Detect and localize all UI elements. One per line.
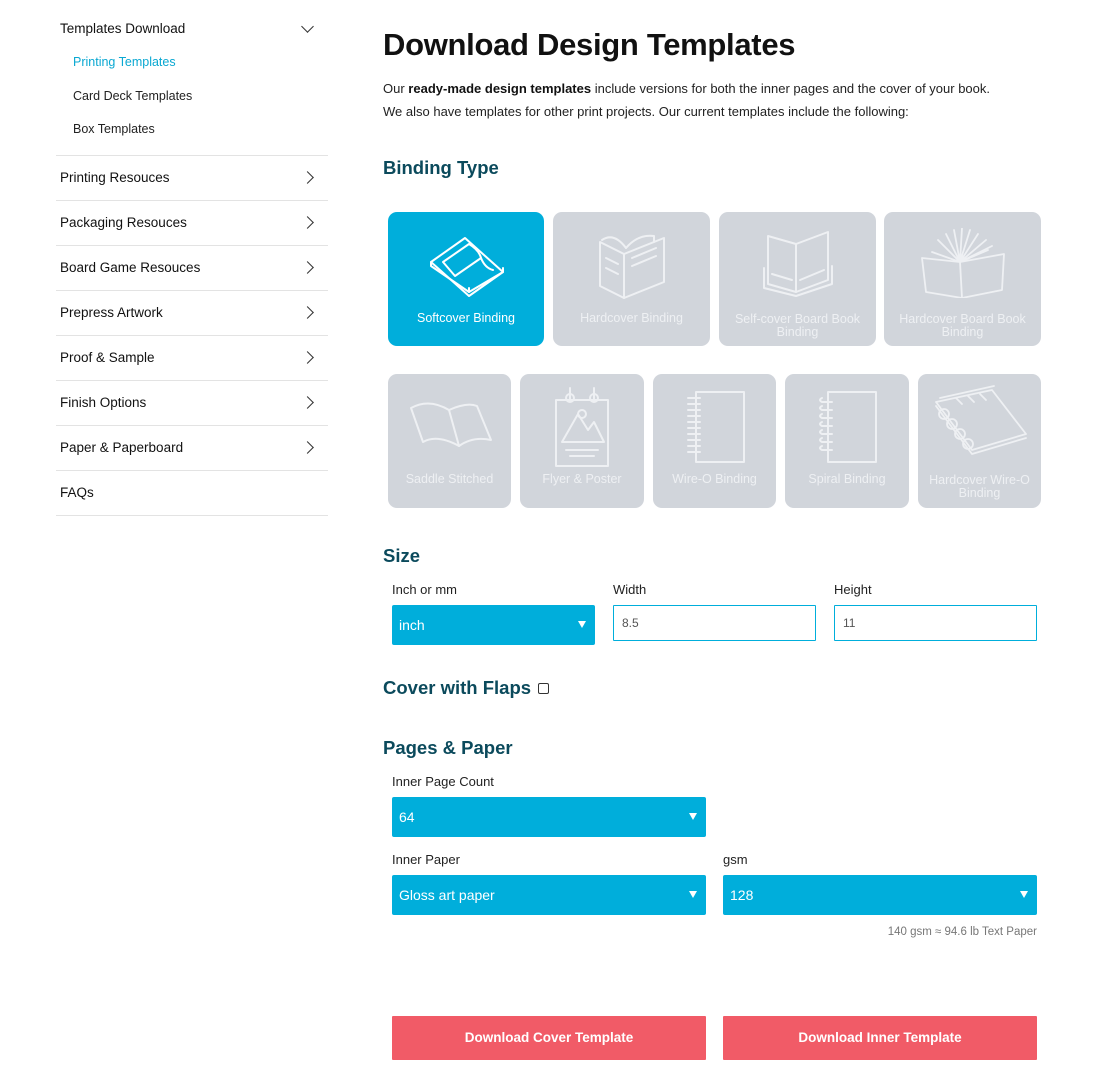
binding-option-saddle-stitched[interactable] (388, 374, 511, 508)
sidebar-submenu (56, 46, 328, 155)
softcover-book-icon (421, 228, 511, 298)
binding-option-label: Hardcover Board Book Binding (899, 312, 1026, 339)
saddle-stitched-icon (407, 396, 493, 456)
sidebar-item-label: Prepress Artwork (60, 305, 163, 320)
intro-text-part: Our (383, 81, 409, 96)
unit-label: Inch or mm (392, 582, 458, 597)
chevron-right-icon (301, 306, 314, 319)
chevron-right-icon (301, 171, 314, 184)
sidebar-item-paper-paperboard[interactable] (56, 426, 328, 470)
sidebar-section (56, 336, 328, 381)
size-heading: Size (383, 545, 421, 566)
sidebar-item-label: Paper & Paperboard (60, 440, 184, 455)
binding-option-label: Hardcover Wire-O Binding (929, 473, 1030, 500)
binding-option-label: Wire-O Binding (672, 472, 757, 486)
chevron-right-icon (301, 396, 314, 409)
binding-option-label: Saddle Stitched (405, 472, 494, 486)
binding-option-hardcover-board-book[interactable] (884, 212, 1041, 346)
binding-option-label: Spiral Binding (808, 472, 886, 486)
hardcover-wire-o-icon (932, 384, 1028, 458)
caret-down-icon (689, 813, 697, 820)
gsm-value: 128 (730, 887, 754, 903)
gsm-label: gsm (723, 852, 748, 867)
inner-page-count-value: 64 (399, 809, 415, 825)
chevron-right-icon (301, 261, 314, 274)
caret-down-icon (578, 621, 586, 628)
sidebar-item-proof-sample[interactable] (56, 336, 328, 380)
spiral-notebook-icon (814, 388, 880, 466)
sidebar-subitem-printing-templates[interactable]: Printing Templates (73, 55, 176, 69)
sidebar-item-label: Templates Download (60, 20, 186, 36)
binding-option-wire-o[interactable] (653, 374, 776, 508)
sidebar-item-label: Proof & Sample (60, 350, 155, 365)
sidebar-section (56, 426, 328, 471)
binding-option-softcover[interactable] (388, 212, 544, 346)
sidebar-item-templates-download[interactable] (56, 10, 328, 46)
sidebar-item-board-game-resources[interactable] (56, 246, 328, 290)
caret-down-icon (689, 891, 697, 898)
chevron-right-icon (301, 441, 314, 454)
binding-option-hardcover-wire-o[interactable] (918, 374, 1041, 508)
sidebar-section (56, 381, 328, 426)
binding-option-spiral[interactable] (785, 374, 909, 508)
sidebar-section (56, 156, 328, 201)
caret-down-icon (1020, 891, 1028, 898)
pages-paper-heading: Pages & Paper (383, 737, 513, 758)
cover-with-flaps-checkbox[interactable] (538, 683, 549, 694)
download-inner-template-button[interactable]: Download Inner Template (723, 1016, 1037, 1060)
binding-type-heading: Binding Type (383, 157, 499, 178)
binding-option-label: Self-cover Board Book Binding (734, 312, 861, 339)
width-input[interactable] (613, 605, 816, 641)
unit-select[interactable] (392, 605, 595, 645)
sidebar-section (56, 471, 328, 516)
hardcover-book-icon (592, 228, 672, 300)
sidebar-section (56, 246, 328, 291)
sidebar-item-finish-options[interactable] (56, 381, 328, 425)
intro-text-line2: We also have templates for other print projects. Our current templates include the following: (383, 104, 909, 119)
sidebar-item-prepress-artwork[interactable] (56, 291, 328, 335)
page-title: Download Design Templates (383, 27, 796, 62)
sidebar-item-label: Board Game Resouces (60, 260, 201, 275)
open-book-icon (758, 228, 838, 298)
sidebar-item-label: FAQs (60, 485, 94, 500)
gsm-select[interactable] (723, 875, 1037, 915)
binding-option-label: Softcover Binding (417, 311, 515, 325)
intro-text-part: include versions for both the inner pages and the cover of your book. (591, 81, 991, 96)
sidebar-item-faqs[interactable] (56, 471, 328, 515)
sidebar-item-label: Finish Options (60, 395, 147, 410)
chevron-down-icon (301, 20, 314, 33)
width-label: Width (613, 582, 647, 597)
binding-option-self-cover-board-book[interactable] (719, 212, 876, 346)
sidebar (56, 10, 328, 516)
inner-paper-select[interactable] (392, 875, 706, 915)
unit-select-value: inch (399, 617, 425, 633)
fanned-book-icon (918, 228, 1008, 298)
height-input[interactable] (834, 605, 1037, 641)
inner-paper-label: Inner Paper (392, 852, 460, 867)
cover-with-flaps-heading: Cover with Flaps (383, 677, 532, 698)
sidebar-section (56, 291, 328, 336)
inner-page-count-select[interactable] (392, 797, 706, 837)
binding-option-label: Flyer & Poster (542, 472, 622, 486)
height-label: Height (834, 582, 872, 597)
paper-conversion-note: 140 gsm ≈ 94.6 lb Text Paper (887, 926, 1037, 938)
chevron-right-icon (301, 351, 314, 364)
sidebar-section-templates (56, 10, 328, 156)
sidebar-section (56, 201, 328, 246)
binding-option-hardcover[interactable] (553, 212, 710, 346)
intro-text (383, 77, 1043, 123)
sidebar-item-label: Packaging Resouces (60, 215, 187, 230)
sidebar-item-packaging-resources[interactable] (56, 201, 328, 245)
chevron-right-icon (301, 216, 314, 229)
sidebar-subitem-card-deck-templates[interactable]: Card Deck Templates (73, 88, 193, 103)
inner-paper-value: Gloss art paper (399, 887, 495, 903)
binding-option-label: Hardcover Binding (580, 311, 683, 325)
wire-o-notebook-icon (682, 388, 748, 466)
inner-page-count-label: Inner Page Count (392, 774, 494, 789)
intro-bold: ready-made design templates (408, 81, 592, 96)
binding-option-flyer-poster[interactable] (520, 374, 644, 508)
sidebar-subitem-box-templates[interactable]: Box Templates (73, 122, 155, 136)
sidebar-item-label: Printing Resouces (60, 170, 170, 185)
poster-icon (552, 384, 612, 468)
download-cover-template-button[interactable]: Download Cover Template (392, 1016, 706, 1060)
sidebar-item-printing-resources[interactable] (56, 156, 328, 200)
